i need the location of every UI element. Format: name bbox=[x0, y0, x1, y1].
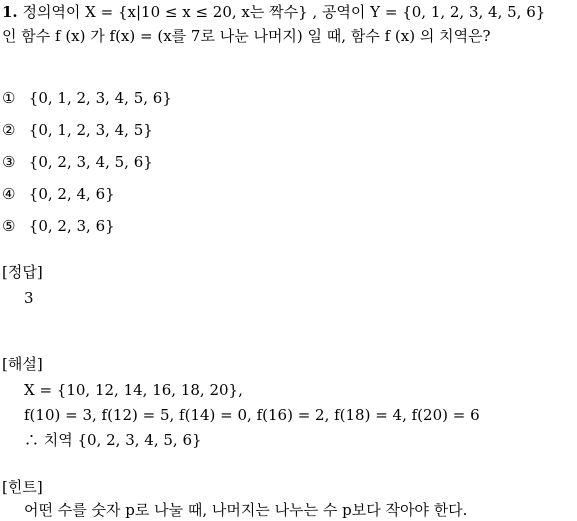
choice-text: {0, 2, 4, 6} bbox=[28, 185, 115, 203]
question-line-2: 인 함수 f (x) 가 f(x) = (x를 7로 나눈 나머지) 일 때, 함수 f (x) 의 치역은? bbox=[2, 27, 491, 45]
choice-mark: ④ bbox=[2, 185, 16, 203]
choice-text: {0, 2, 3, 4, 5, 6} bbox=[28, 153, 153, 171]
choice-mark: ① bbox=[2, 89, 16, 107]
explanation-heading: [해설] bbox=[2, 355, 43, 373]
choice-2 bbox=[2, 120, 153, 140]
choice-3 bbox=[2, 152, 153, 172]
hint-heading: [힌트] bbox=[2, 478, 43, 496]
choice-1 bbox=[2, 88, 172, 108]
explanation-line-2: f(10) = 3, f(12) = 5, f(14) = 0, f(16) = 2, f(18) = 4, f(20) = 6 bbox=[24, 406, 480, 424]
choice-mark: ② bbox=[2, 121, 16, 139]
choice-4 bbox=[2, 184, 115, 204]
answer-heading: [정답] bbox=[2, 263, 43, 281]
explanation-line-1: X = {10, 12, 14, 16, 18, 20}, bbox=[24, 381, 243, 399]
answer-value: 3 bbox=[24, 289, 34, 307]
choice-text: {0, 1, 2, 3, 4, 5, 6} bbox=[28, 89, 172, 107]
choice-mark: ⑤ bbox=[2, 217, 16, 235]
question-line-1 bbox=[2, 2, 545, 22]
question-text-1: 정의역이 X = {x|10 ≤ x ≤ 20, x는 짝수} , 공역이 Y = {0, 1, 2, 3, 4, 5, 6} bbox=[22, 3, 546, 21]
choice-text: {0, 1, 2, 3, 4, 5} bbox=[28, 121, 153, 139]
choice-mark: ③ bbox=[2, 153, 16, 171]
question-number: 1. bbox=[2, 3, 18, 21]
explanation-line-3: ∴ 치역 {0, 2, 3, 4, 5, 6} bbox=[24, 431, 202, 449]
hint-text: 어떤 수를 숫자 p로 나눌 때, 나머지는 나누는 수 p보다 작아야 한다. bbox=[24, 501, 468, 519]
choice-text: {0, 2, 3, 6} bbox=[28, 217, 115, 235]
choice-5 bbox=[2, 216, 115, 236]
